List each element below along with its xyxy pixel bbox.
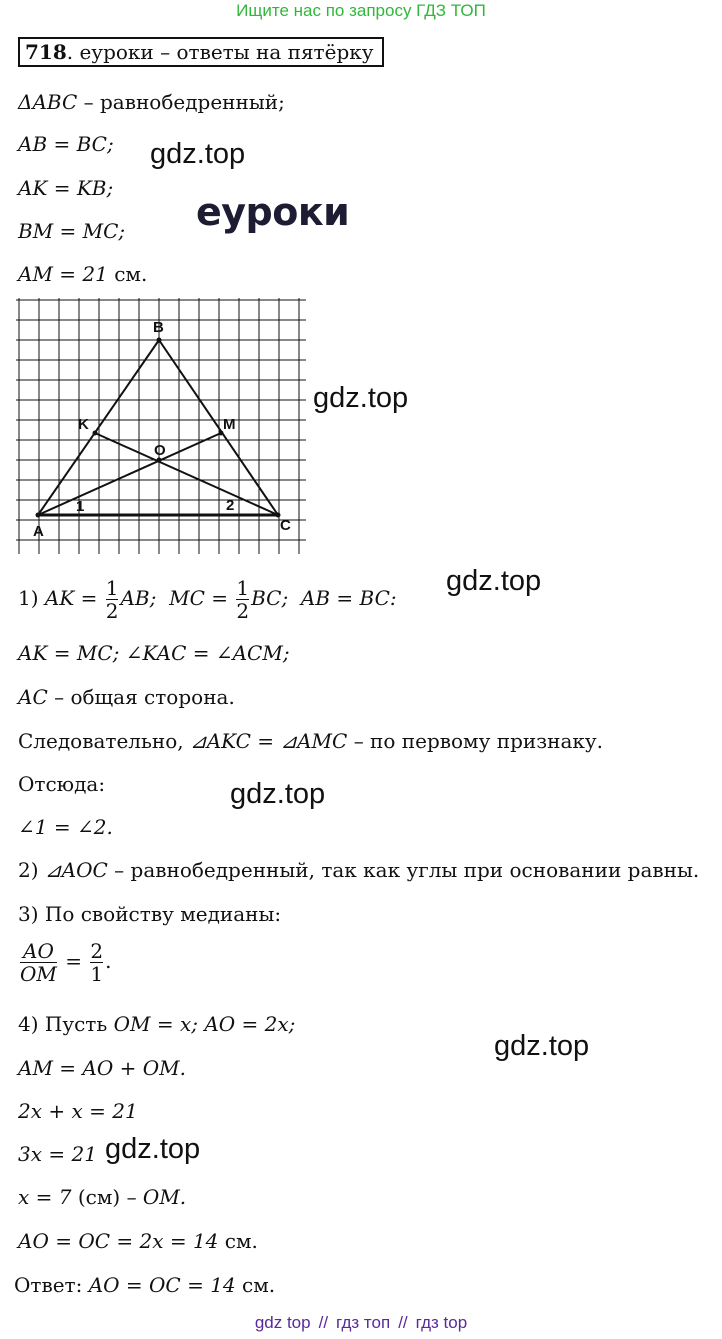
angle-2-label: 2 — [226, 497, 235, 514]
brand-logo: еуроки — [196, 190, 350, 234]
ratio-line: $\frac{AO}{OM}$ = $\frac{2}{1}$ . — [20, 939, 112, 986]
solution-line: 2) ⊿AOC – равнобедренный, так как углы при основании равны. — [18, 858, 700, 882]
label-a: A — [33, 523, 44, 540]
watermark: gdz.top — [150, 138, 246, 170]
given-line: ΔABC – равнобедренный; — [18, 90, 285, 114]
footer-link[interactable]: gdz top — [254, 1313, 311, 1332]
angle-1-label: 1 — [76, 498, 85, 515]
fraction-2-1: $\frac{2}{1}$ — [90, 939, 104, 986]
answer-line: Ответ: AO = OC = 14 см. — [14, 1273, 276, 1297]
solution-line: AC – общая сторона. — [18, 685, 235, 709]
watermark: gdz.top — [494, 1030, 590, 1062]
given-line: AK = KB; — [18, 176, 114, 200]
label-m: M — [223, 416, 236, 433]
given-line: AB = BC; — [18, 132, 114, 156]
watermark: gdz.top — [313, 382, 409, 414]
footer-link[interactable]: гдз top — [415, 1313, 468, 1332]
footer-link[interactable]: гдз топ — [336, 1313, 391, 1332]
footer-links: gdz top // гдз топ // гдз top — [254, 1313, 468, 1332]
solution-line: x = 7 (см) – OM. — [18, 1185, 187, 1209]
exercise-header — [18, 37, 384, 67]
solution-line: AM = AO + OM. — [18, 1056, 186, 1080]
triangle-lines — [38, 340, 278, 515]
solution-line: 4) Пусть OM = x; AO = 2x; — [18, 1012, 296, 1036]
label-c: C — [280, 517, 291, 534]
label-o: O — [154, 442, 166, 459]
solution-line: AK = MC; ∠KAC = ∠ACM; — [18, 641, 290, 665]
given-line: BM = MC; — [18, 219, 126, 243]
solution-line: 3x = 21 — [18, 1142, 97, 1166]
solution-line: 3) По свойству медианы: — [18, 902, 282, 926]
solution-line: ∠1 = ∠2. — [18, 815, 113, 839]
solution-line: 2x + x = 21 — [18, 1099, 138, 1123]
label-b: B — [153, 319, 164, 336]
solution-line: Следовательно, ⊿AKC = ⊿AMC – по первому признаку. — [18, 729, 603, 753]
step-1-line: 1) AK = $\frac{1}{2}$ AB; MC = $\frac{1}{2}$ BC; AB = BC: — [18, 576, 397, 623]
watermark: gdz.top — [446, 565, 542, 597]
triangle-figure — [16, 298, 306, 554]
solution-line: Отсюда: — [18, 772, 106, 796]
exercise-title: . еуроки – ответы на пятёрку — [66, 40, 374, 64]
exercise-number: 718 — [25, 40, 67, 64]
top-banner: Ищите нас по запросу ГДЗ ТОП — [236, 1, 486, 20]
watermark: gdz.top — [105, 1133, 201, 1165]
fraction-ao-om: $\frac{AO}{OM}$ — [20, 939, 57, 986]
fraction-half: $\frac{1}{2}$ — [236, 576, 250, 623]
watermark: gdz.top — [230, 778, 326, 810]
solution-line: AO = OC = 2x = 14 см. — [18, 1229, 258, 1253]
given-line: AM = 21 см. — [18, 262, 148, 286]
label-k: K — [78, 416, 89, 433]
fraction-half: $\frac{1}{2}$ — [105, 576, 119, 623]
